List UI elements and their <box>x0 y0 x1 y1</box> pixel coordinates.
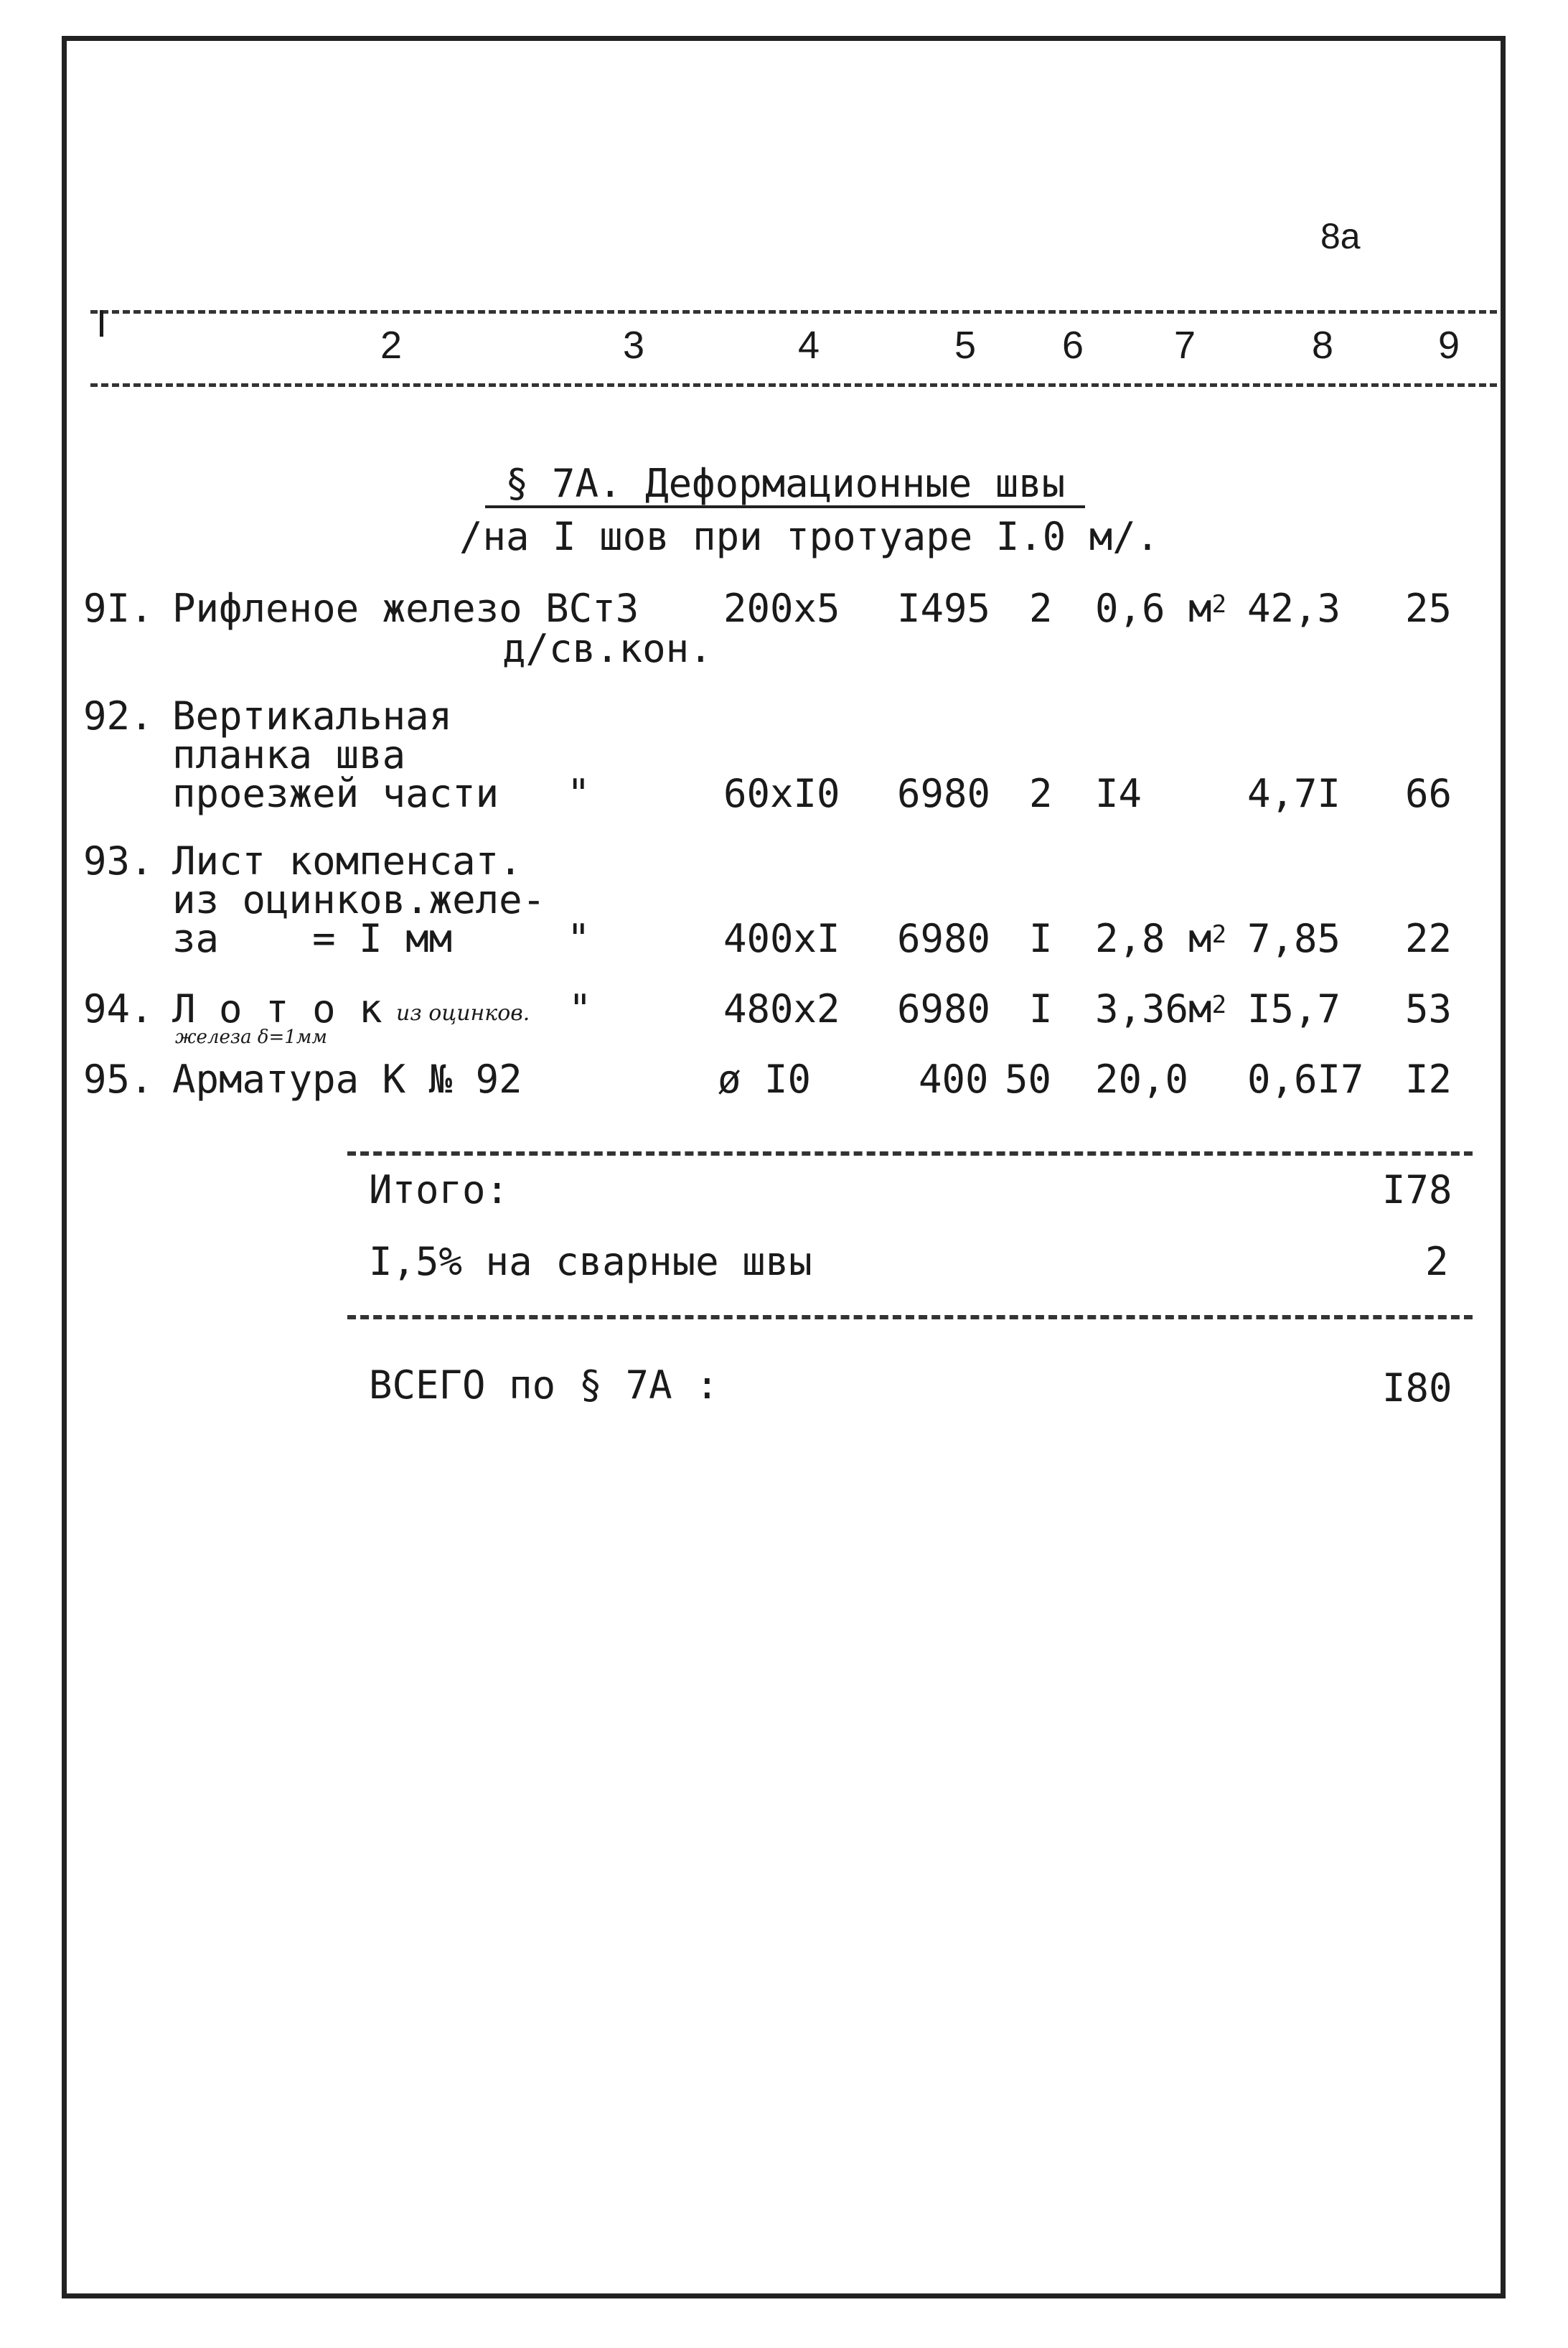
col-7: 7 <box>1174 324 1196 367</box>
col-2: 2 <box>380 324 403 367</box>
length-cell: 6980 <box>897 986 991 1032</box>
totals-bottom-rule <box>347 1315 1473 1319</box>
col-4: 4 <box>798 324 820 367</box>
grand-total-label: ВСЕГО по § 7А : <box>369 1362 719 1408</box>
row-number: 93. <box>83 838 154 884</box>
subtotal-value: I78 <box>1382 1167 1452 1212</box>
page-number: 8а <box>1320 216 1361 256</box>
col8-cell: 7,85 <box>1247 916 1341 961</box>
handwritten-note-cont: железа δ=1мм <box>175 1026 327 1048</box>
item-name: Л о т о к <box>172 986 382 1032</box>
col9-cell: 66 <box>1405 771 1452 816</box>
col9-cell: 22 <box>1405 916 1452 961</box>
col8-cell: 42,3 <box>1247 586 1341 631</box>
col8-cell: I5,7 <box>1247 986 1341 1032</box>
size-cell: ø I0 <box>718 1057 812 1102</box>
col-6: 6 <box>1062 324 1084 367</box>
col-3: 3 <box>623 324 645 367</box>
item-name: Рифленое железо ВСт3 <box>172 586 639 631</box>
item-name: Арматура К № 92 <box>172 1057 522 1102</box>
superscript: 2 <box>1211 590 1227 619</box>
item-name-cont: планка шва <box>172 732 406 777</box>
item-name-cont: из оцинков.желе- <box>172 877 546 922</box>
col-8: 8 <box>1312 324 1334 367</box>
row-number: 92. <box>83 693 154 739</box>
qty-cell: 50 <box>1005 1057 1052 1102</box>
item-name: Лист компенсат. <box>172 838 522 884</box>
col7-cell: 0,6 $м^2$ <box>1095 586 1227 631</box>
welds-label: I,5% на сварные швы <box>369 1239 812 1284</box>
col8-cell: 0,6I7 <box>1247 1057 1364 1102</box>
col9-cell: 25 <box>1405 586 1452 631</box>
qty-cell: 2 <box>1029 771 1053 816</box>
item-name-cont: за = I мм <box>172 916 453 961</box>
col7-cell: $3,36м^2$ <box>1095 986 1227 1032</box>
header-bottom-rule <box>90 383 1497 387</box>
welds-value: 2 <box>1425 1239 1449 1284</box>
qty-cell: I <box>1029 916 1053 961</box>
length-cell: I495 <box>897 586 991 631</box>
length-cell: 400 <box>919 1057 989 1102</box>
item-name-cont: д/св.кон. <box>502 626 713 671</box>
col7-cell: 2,8 $м^2$ <box>1095 916 1227 961</box>
section-subtitle: /на I шов при тротуаре I.0 м/. <box>459 514 1160 559</box>
row-number: 95. <box>83 1057 154 1102</box>
header-top-rule <box>90 310 1497 314</box>
ditto-mark: " <box>568 986 592 1032</box>
ditto-mark: " <box>567 916 591 961</box>
size-cell: 400хI <box>723 916 840 961</box>
item-name: Вертикальная <box>172 693 453 739</box>
length-cell: 6980 <box>897 916 991 961</box>
section-title: § 7А. Деформационные швы <box>485 464 1085 508</box>
col-1: I <box>96 302 108 345</box>
page-frame <box>62 36 1506 2298</box>
row-number: 94. <box>83 986 154 1032</box>
col9-cell: I2 <box>1405 1057 1452 1102</box>
col8-cell: 4,7I <box>1247 771 1341 816</box>
qty-cell: I <box>1029 986 1053 1032</box>
handwritten-note: из оцинков. <box>396 1001 530 1026</box>
size-cell: 480х2 <box>723 986 840 1032</box>
col7-cell: I4 <box>1095 771 1142 816</box>
superscript: 2 <box>1211 920 1227 949</box>
col-5: 5 <box>954 324 977 367</box>
col-9: 9 <box>1438 324 1460 367</box>
qty-cell: 2 <box>1029 586 1053 631</box>
length-cell: 6980 <box>897 771 991 816</box>
ditto-mark: " <box>567 771 591 816</box>
row-number: 9I. <box>83 586 154 631</box>
col9-cell: 53 <box>1405 986 1452 1032</box>
superscript: 2 <box>1211 991 1227 1019</box>
size-cell: 200х5 <box>723 586 840 631</box>
totals-top-rule <box>347 1151 1473 1156</box>
subtotal-label: Итого: <box>369 1167 510 1212</box>
grand-total-value: I80 <box>1382 1365 1452 1411</box>
size-cell: 60хI0 <box>723 771 840 816</box>
col7-cell: 20,0 <box>1095 1057 1189 1102</box>
item-name-cont: проезжей части <box>172 771 499 816</box>
